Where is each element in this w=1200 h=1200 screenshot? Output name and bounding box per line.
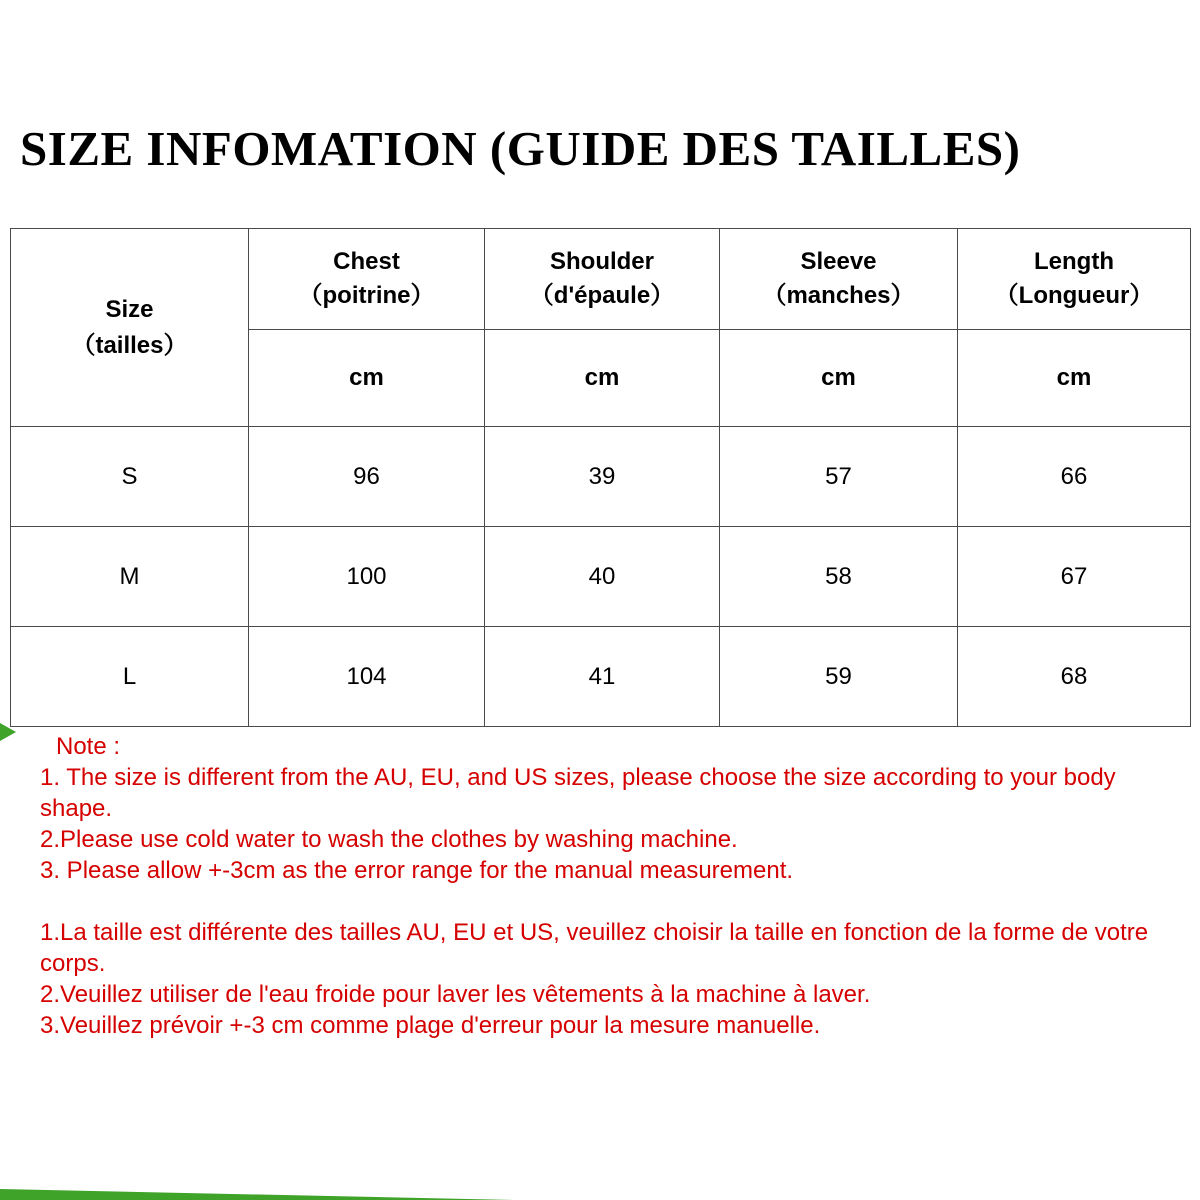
table-row-l (11, 627, 1191, 727)
unit-cell-length: cm (958, 330, 1191, 427)
size-label: S (11, 427, 249, 527)
cell-value: 39 (485, 427, 720, 527)
decorative-green-strip (0, 1189, 515, 1200)
unit-cell-sleeve: cm (720, 330, 958, 427)
column-header-sleeve: Sleeve （manches） (720, 229, 958, 330)
cell-value: 40 (485, 527, 720, 627)
cell-value: 58 (720, 527, 958, 627)
size-label: L (11, 627, 249, 727)
note-line-fr: 1.La taille est différente des tailles AU, EU et US, veuillez choisir la taille en fonction de la forme de votre corps. (40, 919, 1149, 977)
table-row-m (11, 527, 1191, 627)
column-header-chest: Chest （poitrine） (249, 229, 485, 330)
unit-cell-chest: cm (249, 330, 485, 427)
size-header-cell (11, 229, 249, 427)
decorative-green-wedge (0, 723, 16, 741)
note-line-fr: 3.Veuillez prévoir +-3 cm comme plage d'erreur pour la mesure manuelle. (40, 1012, 821, 1039)
unit-cell-shoulder: cm (485, 330, 720, 427)
cell-value: 59 (720, 627, 958, 727)
size-table (10, 228, 1191, 727)
cell-value: 100 (249, 527, 485, 627)
cell-value: 104 (249, 627, 485, 727)
table-row-s (11, 427, 1191, 527)
size-header-line1: Size (105, 295, 154, 323)
size-label: M (11, 527, 249, 627)
notes-section (40, 731, 1175, 1041)
cell-value: 96 (249, 427, 485, 527)
column-header-shoulder: Shoulder （d'épaule） (485, 229, 720, 330)
notes-heading: Note : (56, 733, 121, 760)
cell-value: 66 (958, 427, 1191, 527)
cell-value: 68 (958, 627, 1191, 727)
column-header-length: Length （Longueur） (958, 229, 1191, 330)
cell-value: 57 (720, 427, 958, 527)
size-header-line2: （tailles） (71, 331, 188, 359)
cell-value: 41 (485, 627, 720, 727)
cell-value: 67 (958, 527, 1191, 627)
table-header-row (11, 229, 1191, 330)
note-line-en: 3. Please allow +-3cm as the error range for the manual measurement. (40, 857, 794, 884)
note-line-en: 1. The size is different from the AU, EU, and US sizes, please choose the size according to your body shape. (40, 764, 1116, 822)
note-line-en: 2.Please use cold water to wash the clothes by washing machine. (40, 826, 738, 853)
page-title: SIZE INFOMATION (GUIDE DES TAILLES) (20, 121, 1021, 176)
note-line-fr: 2.Veuillez utiliser de l'eau froide pour laver les vêtements à la machine à laver. (40, 981, 871, 1008)
